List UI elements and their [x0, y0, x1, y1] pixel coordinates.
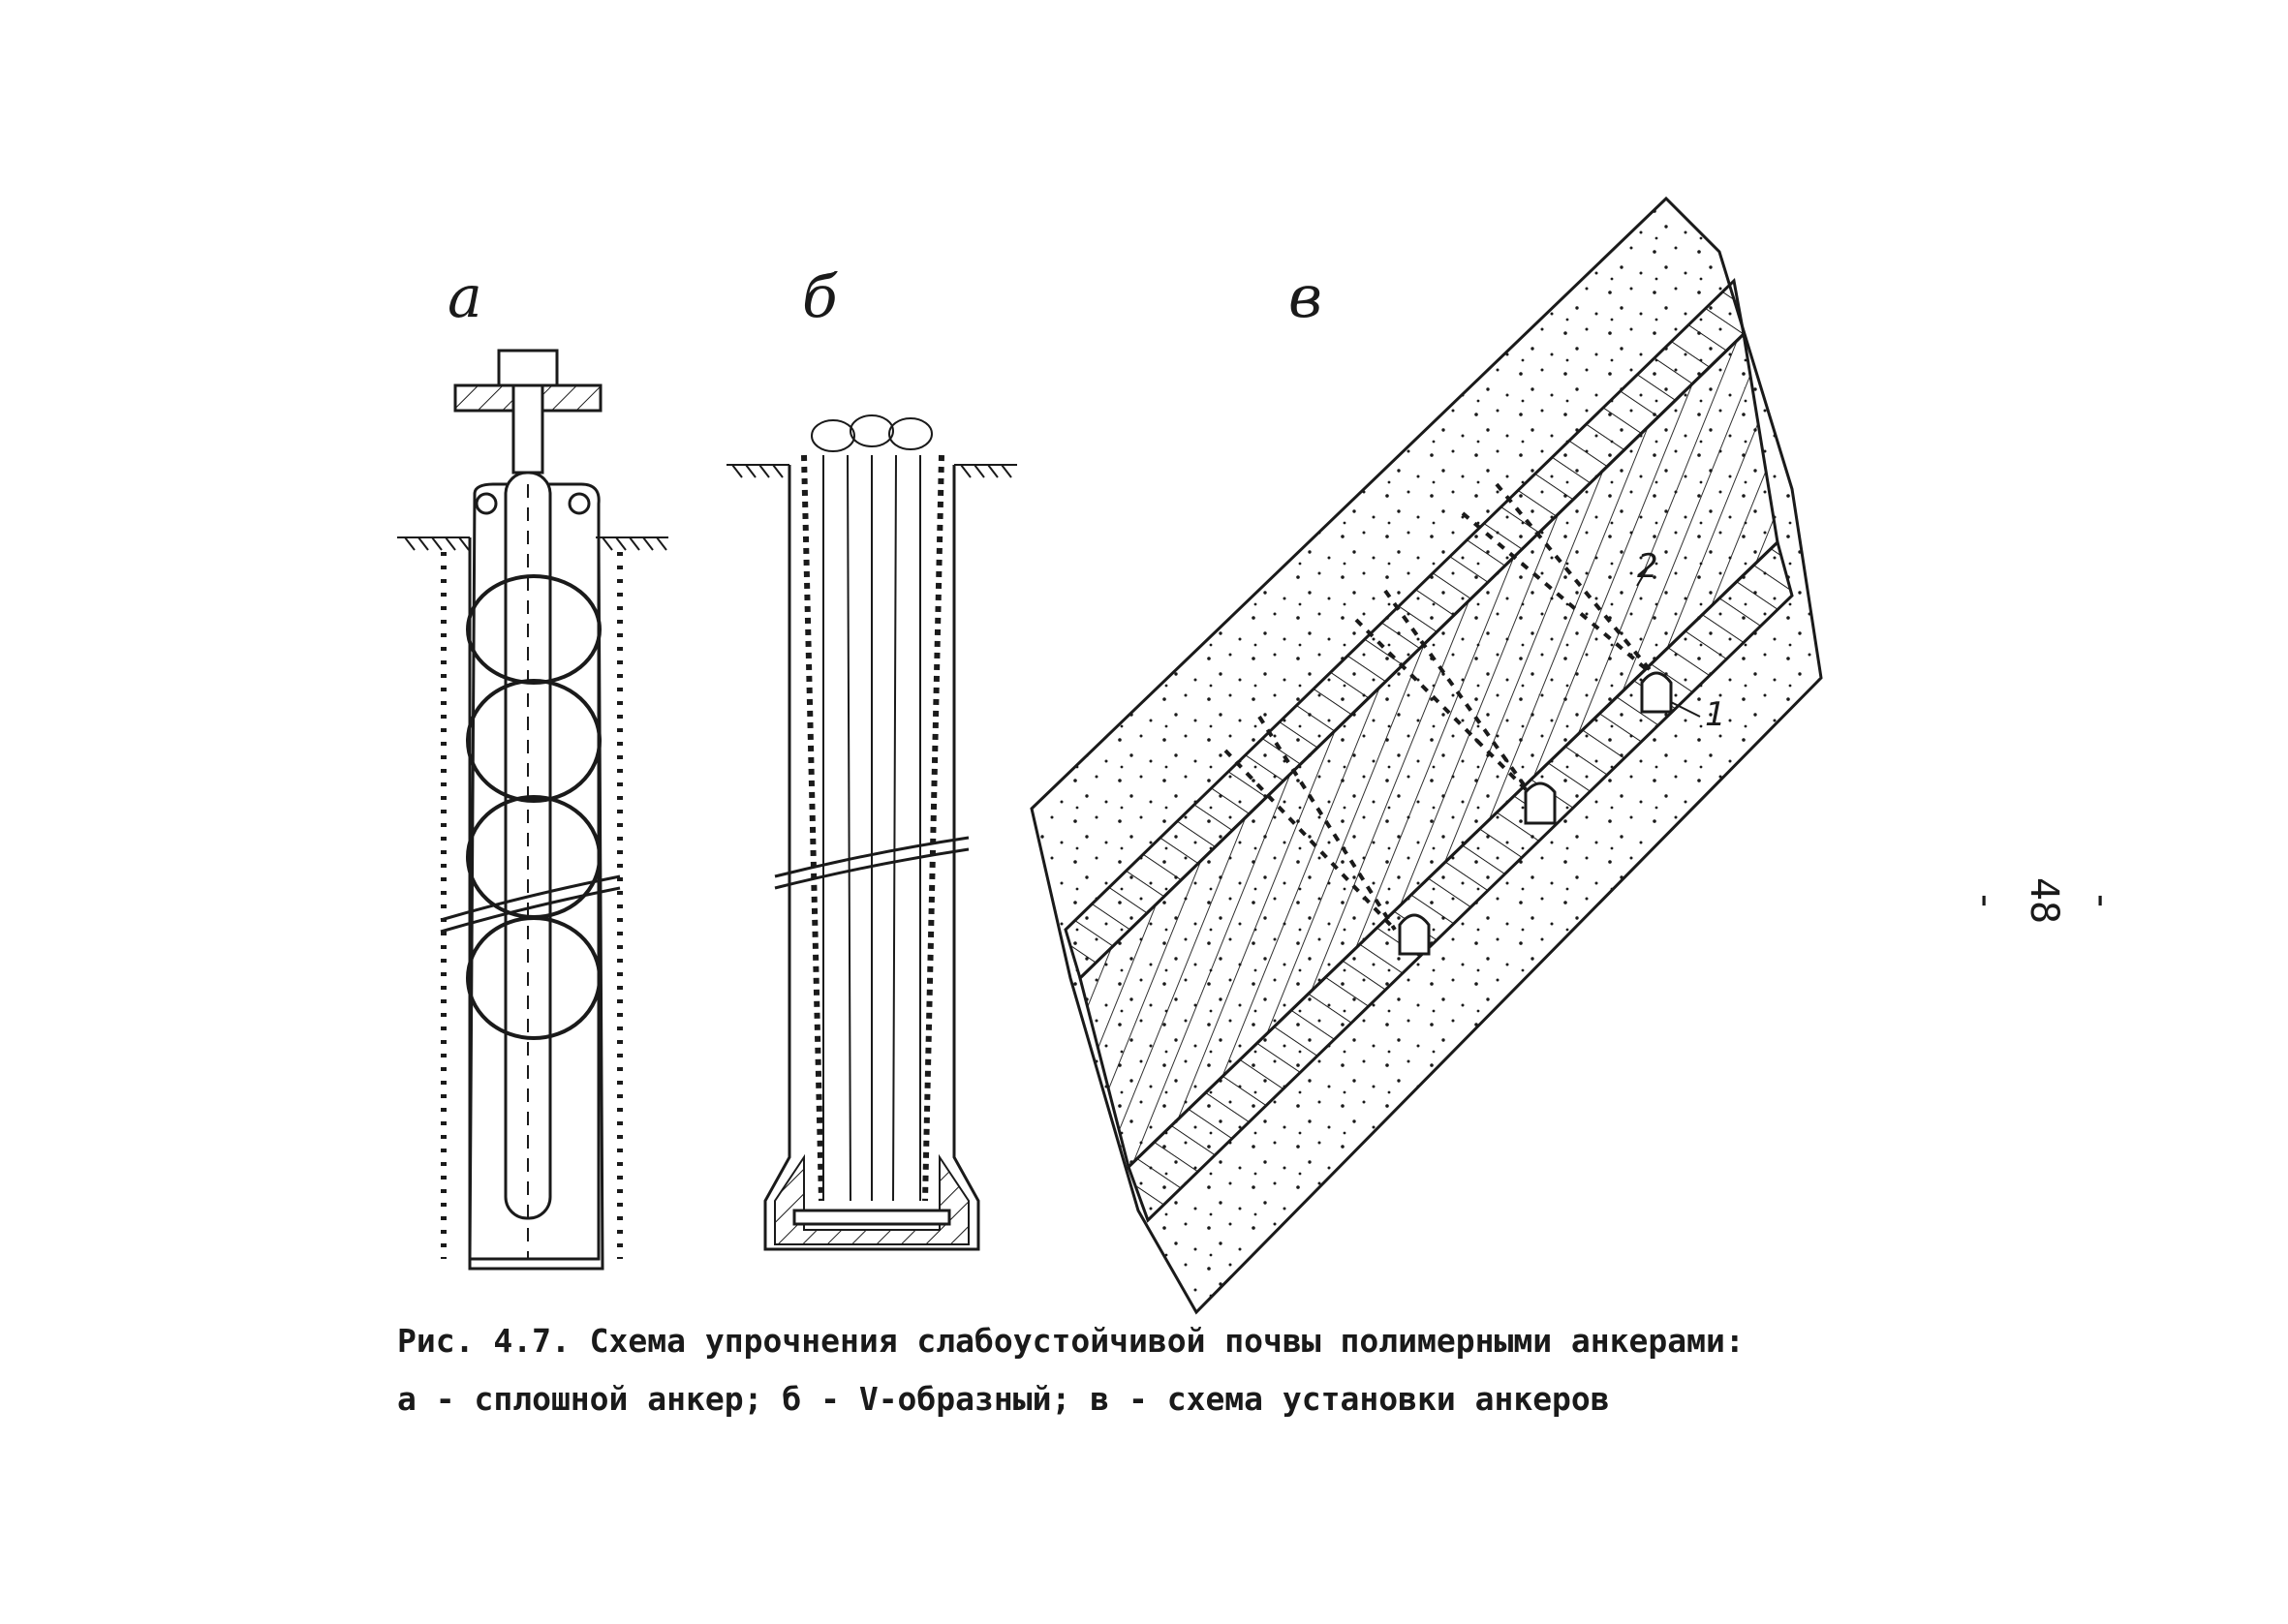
cobble-fill-b — [812, 415, 932, 1201]
figure-caption-line-1: Рис. 4.7. Схема упрочнения слабоустойчивой почвы полимерными анкерами: — [397, 1322, 1745, 1360]
label-panel-v: в — [1288, 263, 1322, 331]
label-panel-a: а — [448, 263, 482, 331]
callout-1: 1 — [1705, 695, 1726, 734]
callout-2: 2 — [1637, 547, 1658, 586]
page-number: - 48 - — [1963, 876, 2124, 925]
panel-a-drawing — [397, 351, 668, 1269]
bottom-plate-b — [794, 1210, 949, 1224]
anchor-nut — [499, 351, 557, 385]
panel-v-drawing — [1032, 199, 1821, 1312]
anchor-rod — [513, 385, 542, 473]
label-panel-b: б — [802, 263, 838, 331]
panel-b-drawing — [727, 415, 1017, 1249]
figure-caption-line-2: а - сплошной анкер; б - V-образный; в - схема установки анкеров — [397, 1380, 1610, 1418]
